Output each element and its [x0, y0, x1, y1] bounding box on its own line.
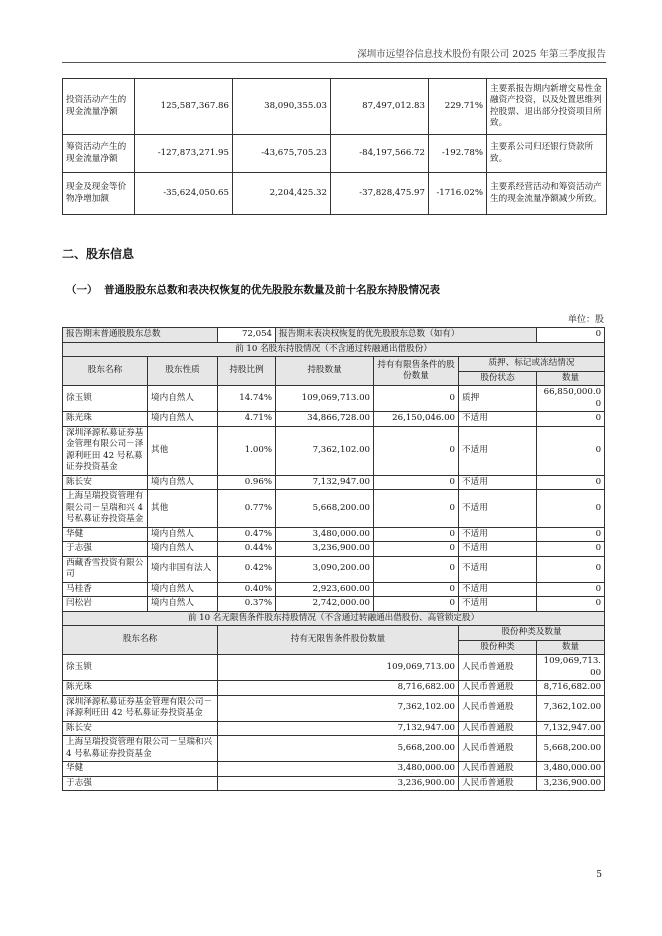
holder-count: 0 [537, 527, 605, 542]
unres-qty: 7,362,102.00 [218, 695, 459, 721]
table-row [63, 542, 605, 557]
holder-restricted: 0 [374, 386, 459, 412]
table-row [63, 556, 605, 582]
unres-kind: 人民币普通股 [459, 681, 537, 696]
value-cell: -35,624,050.65 [135, 173, 233, 215]
holder-name: 马桂香 [63, 582, 148, 597]
subsection-number: （一） [66, 284, 98, 296]
unres-name: 陈光珠 [63, 681, 218, 696]
unres-qty: 8,716,682.00 [218, 681, 459, 696]
table-row [63, 527, 605, 542]
col-header-ratio: 持股比例 [218, 357, 276, 386]
holder-count: 0 [537, 556, 605, 582]
common-holders-value: 72,054 [218, 328, 276, 343]
page-number: 5 [596, 870, 602, 880]
table-row [63, 776, 605, 791]
holder-count: 0 [537, 582, 605, 597]
holder-count: 0 [537, 475, 605, 490]
top10-title: 前 10 名股东持股情况（不含通过转融通出借股份） [63, 342, 605, 357]
holder-nature: 境内自然人 [148, 475, 218, 490]
holder-ratio: 4.71% [218, 412, 276, 427]
col-header-count: 数量 [537, 371, 605, 386]
holder-restricted: 26,150,046.00 [374, 412, 459, 427]
unres-name: 上海呈瑞投资管理有限公司－呈瑞和兴 4 号私募证券投资基金 [63, 736, 218, 762]
value-cell: 2,204,425.32 [233, 173, 331, 215]
unres-count: 3,236,900.00 [537, 776, 605, 791]
value-cell: 38,090,355.03 [233, 79, 331, 135]
holder-name: 于志强 [63, 542, 148, 557]
reason-cell: 主要系经营活动和筹资活动产生的现金流量净额减少所致。 [487, 173, 607, 215]
holder-ratio: 0.44% [218, 542, 276, 557]
holder-restricted: 0 [374, 490, 459, 528]
unres-qty: 3,480,000.00 [218, 762, 459, 777]
row-label: 投资活动产生的现金流量净额 [63, 79, 135, 135]
common-holders-label: 报告期末普通股股东总数 [63, 328, 218, 343]
holder-restricted: 0 [374, 475, 459, 490]
holder-restricted: 0 [374, 582, 459, 597]
holder-count: 66,850,000.00 [537, 386, 605, 412]
table-row [63, 736, 605, 762]
unres-name: 深圳泽源私募证券基金管理有限公司－泽源利旺田 42 号私募证券投资基金 [63, 695, 218, 721]
holder-count: 0 [537, 412, 605, 427]
holder-status: 不适用 [459, 412, 537, 427]
holder-name: 西藏香雪投资有限公司 [63, 556, 148, 582]
holder-qty: 3,480,000.00 [276, 527, 374, 542]
holder-count: 0 [537, 490, 605, 528]
unres-qty: 5,668,200.00 [218, 736, 459, 762]
col-header-restricted: 持有有限售条件的股份数量 [374, 357, 459, 386]
holder-ratio: 1.00% [218, 426, 276, 475]
value-cell: -37,828,475.97 [331, 173, 429, 215]
percent-cell: -1716.02% [429, 173, 487, 215]
summary-row [63, 328, 605, 343]
holder-nature: 境内自然人 [148, 386, 218, 412]
shareholder-table [62, 327, 605, 791]
table-row [63, 412, 605, 427]
col-header-name: 股东名称 [63, 357, 148, 386]
holder-qty: 2,742,000.00 [276, 597, 374, 612]
holder-status: 质押 [459, 386, 537, 412]
holder-count: 0 [537, 597, 605, 612]
value-cell: -127,873,271.95 [135, 135, 233, 173]
holder-ratio: 0.77% [218, 490, 276, 528]
col-header-qty: 持股数量 [276, 357, 374, 386]
value-cell: 125,587,367.86 [135, 79, 233, 135]
cashflow-table [62, 78, 607, 215]
col-header-status: 股份状态 [459, 371, 537, 386]
percent-cell: 229.71% [429, 79, 487, 135]
holder-ratio: 0.37% [218, 597, 276, 612]
holder-ratio: 0.47% [218, 527, 276, 542]
holder-qty: 5,668,200.00 [276, 490, 374, 528]
holder-qty: 3,090,200.00 [276, 556, 374, 582]
table-row [63, 490, 605, 528]
unres-qty: 7,132,947.00 [218, 721, 459, 736]
holder-name: 华健 [63, 527, 148, 542]
table-row [63, 173, 607, 215]
value-cell: -43,675,705.23 [233, 135, 331, 173]
table-row [63, 582, 605, 597]
holder-nature: 境内非国有法人 [148, 556, 218, 582]
holder-qty: 3,236,900.00 [276, 542, 374, 557]
unres-name: 华健 [63, 762, 218, 777]
percent-cell: -192.78% [429, 135, 487, 173]
holder-nature: 境内自然人 [148, 527, 218, 542]
table-row [63, 386, 605, 412]
subsection-text: 普通股股东总数和表决权恢复的优先股股东数量及前十名股东持股情况表 [104, 284, 440, 296]
col-header-unres-name: 股东名称 [63, 626, 218, 655]
holder-qty: 7,132,947.00 [276, 475, 374, 490]
unres-count: 109,069,713.00 [537, 655, 605, 681]
table-row [63, 695, 605, 721]
header-row [63, 626, 605, 641]
pref-holders-value: 0 [537, 328, 605, 343]
holder-status: 不适用 [459, 527, 537, 542]
unres-count: 3,480,000.00 [537, 762, 605, 777]
holder-nature: 境内自然人 [148, 597, 218, 612]
reason-cell: 主要系公司归还银行贷款所致。 [487, 135, 607, 173]
table-row [63, 655, 605, 681]
holder-status: 不适用 [459, 542, 537, 557]
unres-kind: 人民币普通股 [459, 762, 537, 777]
pref-holders-label: 报告期末表决权恢复的优先股股东总数（如有） [276, 328, 537, 343]
holder-nature: 境内自然人 [148, 412, 218, 427]
holder-qty: 7,362,102.00 [276, 426, 374, 475]
holder-ratio: 0.40% [218, 582, 276, 597]
reason-cell: 主要系报告期内新增交易性金融资产投资，以及处置思维列控股票、退出部分投资项目所致。 [487, 79, 607, 135]
col-header-unres-count: 数量 [537, 640, 605, 655]
holder-name: 上海呈瑞投资管理有限公司－呈瑞和兴 4 号私募证券投资基金 [63, 490, 148, 528]
table-row [63, 681, 605, 696]
row-label: 现金及现金等价物净增加额 [63, 173, 135, 215]
holder-restricted: 0 [374, 527, 459, 542]
unres-name: 徐玉锁 [63, 655, 218, 681]
holder-ratio: 0.96% [218, 475, 276, 490]
section-header-row [63, 342, 605, 357]
holder-name: 徐玉锁 [63, 386, 148, 412]
holder-nature: 其他 [148, 490, 218, 528]
table-row [63, 721, 605, 736]
unres-kind: 人民币普通股 [459, 776, 537, 791]
col-header-kind-group: 股份种类及数量 [459, 626, 605, 641]
holder-restricted: 0 [374, 542, 459, 557]
row-label: 筹资活动产生的现金流量净额 [63, 135, 135, 173]
header-divider [62, 62, 606, 63]
unres-count: 7,132,947.00 [537, 721, 605, 736]
holder-nature: 其他 [148, 426, 218, 475]
report-header: 深圳市远望谷信息技术股份有限公司 2025 年第三季度报告 [357, 49, 606, 60]
holder-name: 陈长安 [63, 475, 148, 490]
col-header-unres-qty: 持有无限售条件股份数量 [218, 626, 459, 655]
section-header-row [63, 611, 605, 626]
section-title: 二、股东信息 [62, 247, 135, 261]
holder-name: 闫松岩 [63, 597, 148, 612]
table-row [63, 597, 605, 612]
holder-name: 深圳泽源私募证券基金管理有限公司－泽源利旺田 42 号私募证券投资基金 [63, 426, 148, 475]
holder-restricted: 0 [374, 556, 459, 582]
unit-label: 单位：股 [567, 315, 604, 325]
holder-qty: 109,069,713.00 [276, 386, 374, 412]
unres-kind: 人民币普通股 [459, 736, 537, 762]
unrestricted-title: 前 10 名无限售条件股东持股情况（不含通过转融通出借股份、高管锁定股） [63, 611, 605, 626]
table-row [63, 135, 607, 173]
holder-count: 0 [537, 426, 605, 475]
holder-ratio: 0.42% [218, 556, 276, 582]
holder-status: 不适用 [459, 556, 537, 582]
value-cell: -84,197,566.72 [331, 135, 429, 173]
holder-status: 不适用 [459, 426, 537, 475]
table-row [63, 426, 605, 475]
unres-kind: 人民币普通股 [459, 655, 537, 681]
unres-count: 5,668,200.00 [537, 736, 605, 762]
table-row [63, 762, 605, 777]
col-header-nature: 股东性质 [148, 357, 218, 386]
unres-qty: 109,069,713.00 [218, 655, 459, 681]
col-header-pledge: 质押、标记或冻结情况 [459, 357, 605, 372]
holder-qty: 2,923,600.00 [276, 582, 374, 597]
header-row [63, 357, 605, 372]
holder-nature: 境内自然人 [148, 582, 218, 597]
holder-ratio: 14.74% [218, 386, 276, 412]
subsection-title [66, 282, 440, 297]
unres-kind: 人民币普通股 [459, 721, 537, 736]
holder-name: 陈光珠 [63, 412, 148, 427]
holder-status: 不适用 [459, 475, 537, 490]
holder-nature: 境内自然人 [148, 542, 218, 557]
holder-restricted: 0 [374, 597, 459, 612]
unres-name: 陈长安 [63, 721, 218, 736]
table-row [63, 79, 607, 135]
unres-name: 于志强 [63, 776, 218, 791]
holder-count: 0 [537, 542, 605, 557]
unres-count: 7,362,102.00 [537, 695, 605, 721]
holder-restricted: 0 [374, 426, 459, 475]
unres-kind: 人民币普通股 [459, 695, 537, 721]
col-header-kind: 股份种类 [459, 640, 537, 655]
unres-count: 8,716,682.00 [537, 681, 605, 696]
holder-status: 不适用 [459, 490, 537, 528]
value-cell: 87,497,012.83 [331, 79, 429, 135]
holder-qty: 34,866,728.00 [276, 412, 374, 427]
table-row [63, 475, 605, 490]
holder-status: 不适用 [459, 597, 537, 612]
holder-status: 不适用 [459, 582, 537, 597]
unres-qty: 3,236,900.00 [218, 776, 459, 791]
